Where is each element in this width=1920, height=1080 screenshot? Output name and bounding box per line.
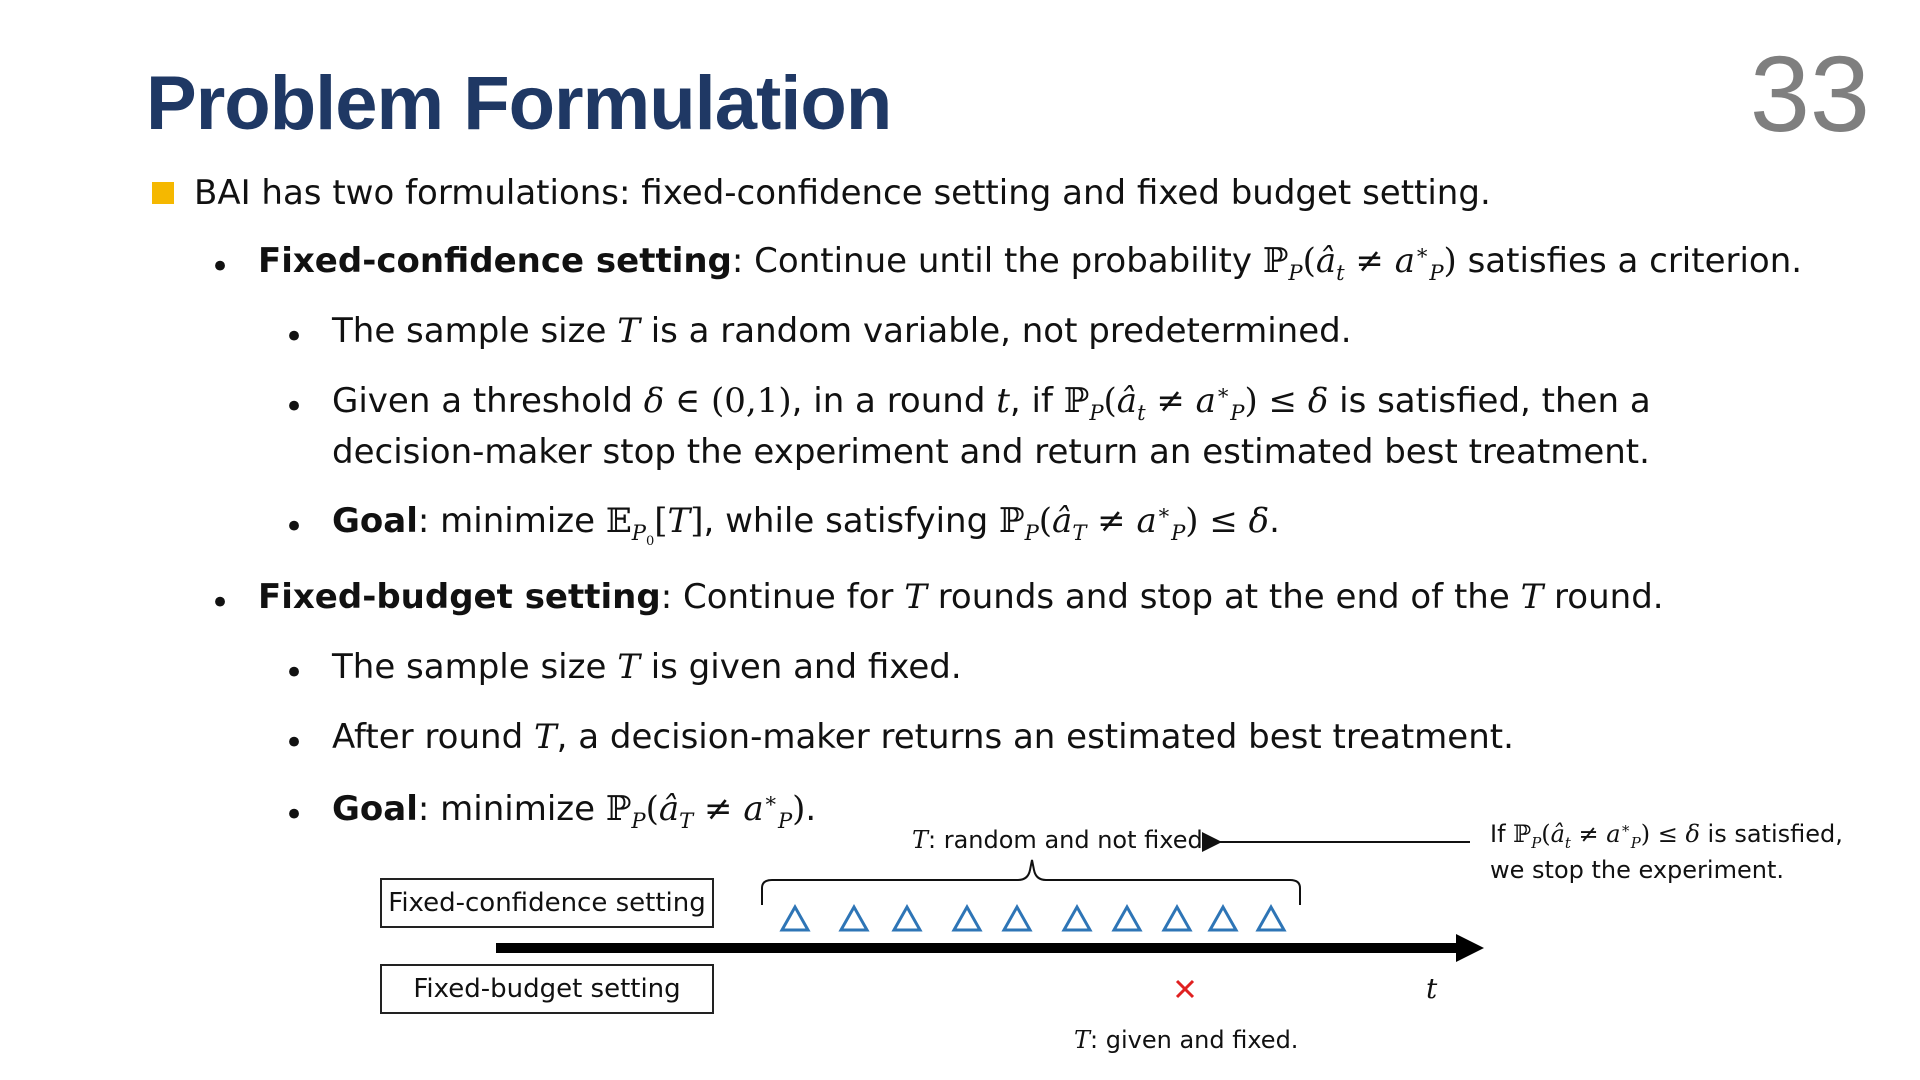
bullet-dot: •: [210, 247, 231, 287]
fb-goal-line: Goal: minimize $ℙ_P(â_T \ne a^∗_P)$.: [332, 787, 817, 833]
triangle-icon: [1004, 907, 1030, 930]
fc-threshold-line: Given a threshold δ ∈ (0,1), in a round t, if $ℙ_P(â_t \ne a^∗_P) \le \delta$ is satisfied, then a decision-maker stop the experiment and return an estimated best treatment.: [332, 379, 1651, 472]
fixed-confidence-box: Fixed-confidence setting: [380, 878, 714, 928]
fb-line: Fixed-budget setting: Continue for T rounds and stop at the end of the T round.: [258, 577, 1664, 617]
timeline-arrowhead: [1456, 934, 1484, 962]
stop-condition-line1: If $ℙ_P(â_t \ne a^∗_P) \le \delta$ is satisfied,: [1490, 819, 1843, 852]
triangle-icon: [1258, 907, 1284, 930]
triangles-group: [782, 907, 1284, 930]
bullet-dot: •: [284, 653, 305, 693]
fc-line: Fixed-confidence setting: Continue until the probability $ℙ_P(â_t \ne a^∗_P)$ satisfies a criterion.: [258, 239, 1803, 285]
bullet-dot: •: [284, 795, 305, 835]
random-label: T: random and not fixed.: [912, 826, 1211, 854]
fc-label: Fixed-confidence setting: [258, 241, 732, 281]
bullet-dot: •: [284, 507, 305, 547]
fc-sample-line: The sample size T is a random variable, not predetermined.: [332, 311, 1352, 351]
bullet-dot: •: [284, 723, 305, 763]
page-number: 33: [1749, 33, 1870, 154]
prob-expr: $ℙ_P(â_t \ne a^∗_P)$: [1262, 239, 1457, 285]
time-label: t: [1426, 972, 1438, 1005]
triangle-icon: [1114, 907, 1140, 930]
triangle-icon: [841, 907, 867, 930]
fixed-budget-box: Fixed-budget setting: [380, 964, 714, 1014]
slide-title: Problem Formulation: [146, 61, 892, 146]
brace: [762, 860, 1300, 905]
bullet-dot: •: [284, 317, 305, 357]
triangle-icon: [954, 907, 980, 930]
cross-icon: [1177, 981, 1193, 997]
given-label: T: given and fixed.: [1074, 1026, 1299, 1054]
intro-text: BAI has two formulations: fixed-confidence setting and fixed budget setting.: [194, 173, 1491, 213]
fb-after-line: After round T, a decision-maker returns an estimated best treatment.: [332, 717, 1514, 757]
fb-label: Fixed-budget setting: [258, 577, 661, 617]
bullet-dot: •: [210, 583, 231, 623]
triangle-icon: [894, 907, 920, 930]
triangle-icon: [782, 907, 808, 930]
triangle-icon: [1064, 907, 1090, 930]
triangle-icon: [1210, 907, 1236, 930]
stop-condition-line2: we stop the experiment.: [1490, 856, 1784, 884]
triangle-icon: [1164, 907, 1190, 930]
fb-sample-line: The sample size T is given and fixed.: [332, 647, 962, 687]
bullet-dot: •: [284, 387, 305, 427]
fc-goal-line: Goal: minimize 𝔼$_{P_0}$[T], while satisfying $ℙ_P(â_T \ne a^∗_P) \le \delta$.: [332, 499, 1280, 549]
